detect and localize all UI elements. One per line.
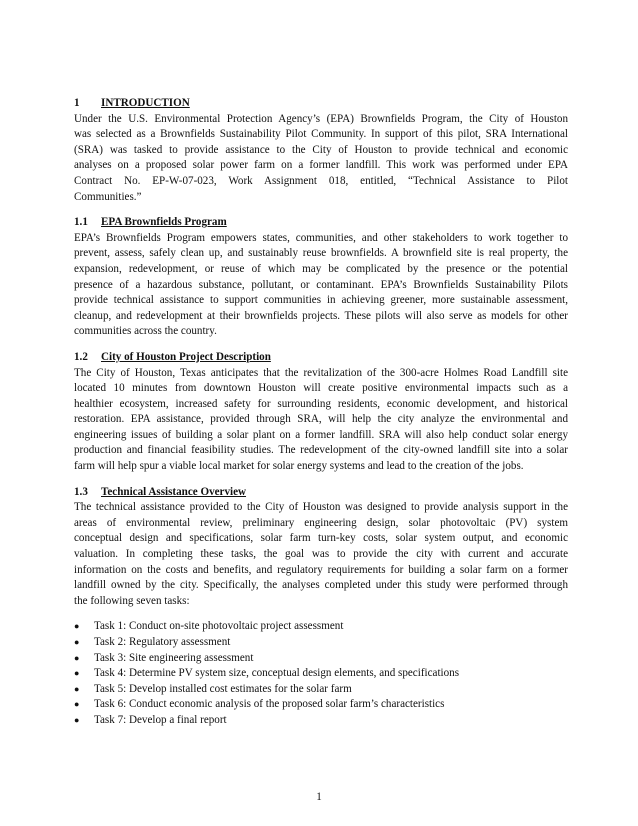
paragraph-line: conceptual design and specifications, solar farm turn-key costs, solar system output, and economic (74, 532, 568, 545)
section-heading (74, 215, 568, 231)
task-text: Task 5: Develop installed cost estimates for the solar farm (94, 682, 352, 695)
task-list-item (74, 666, 568, 682)
paragraph-line: production and financial feasibility studies. The redevelopment of the city-owned landfill site into a solar (74, 444, 568, 457)
task-text: Task 2: Regulatory assessment (94, 636, 231, 648)
task-text: Task 3: Site engineering assessment (94, 651, 254, 664)
bullet-icon: ● (74, 668, 80, 679)
section-paragraph (74, 231, 568, 340)
paragraph-line: The City of Houston, Texas anticipates that the revitalization of the 300-acre Holmes Road Landfill site (74, 366, 568, 379)
section-paragraph (74, 112, 568, 206)
paragraph-line: Communities.” (74, 190, 142, 203)
paragraph-line: prevent, assess, safely clean up, and sustainably reuse brownfields. A brownfield site is real property, the (74, 247, 568, 260)
bullet-icon: ● (74, 699, 80, 710)
paragraph-line: the following seven tasks: (74, 594, 190, 607)
paragraph-line: cleanup, and redevelopment at their brownfields projects. These pilots will also serve as models for other (74, 309, 568, 322)
bullet-icon: ● (74, 714, 80, 725)
paragraph-line: presence of a hazardous substance, pollutant, or contaminant. EPA’s Brownfields Sustainability Pilots (74, 278, 568, 291)
section-paragraph (74, 500, 568, 609)
task-list-item (74, 682, 568, 698)
paragraph-line: EPA’s Brownfields Program empowers states, communities, and other stakeholders to work together to (74, 231, 568, 244)
task-list-item (74, 713, 568, 729)
section-title: INTRODUCTION (101, 97, 190, 109)
paragraph-line: expansion, redevelopment, or reuse of which may be complicated by the presence or the potential (74, 262, 568, 275)
section-title: City of Houston Project Description (101, 350, 271, 363)
section-technical-assistance-overview (74, 485, 568, 610)
task-list-item (74, 651, 568, 667)
bullet-icon: ● (74, 621, 80, 632)
paragraph-line: located 10 minutes from downtown Houston will create positive environmental impacts such as a (74, 382, 568, 395)
section-number: 1.1 (74, 216, 88, 229)
section-number: 1.3 (74, 485, 88, 498)
paragraph-line: restoration. EPA assistance, provided through SRA, will help the city analyze the environmental and (74, 413, 568, 426)
bullet-icon: ● (74, 652, 80, 663)
paragraph-line: areas of environmental review, preliminary engineering design, solar photovoltaic (PV) system (74, 516, 568, 529)
paragraph-line: was selected as a Brownfields Sustainability Pilot Community. In support of this pilot, SRA International (74, 128, 568, 141)
bullet-icon: ● (74, 637, 80, 647)
section-heading (74, 485, 568, 501)
task-list (74, 619, 568, 728)
task-text: Task 7: Develop a final report (94, 713, 227, 726)
paragraph-line: analyses on a proposed solar power farm on a former landfill. This work was performed under EPA (74, 159, 568, 172)
section-title: Technical Assistance Overview (101, 485, 247, 498)
task-text: Task 4: Determine PV system size, conceptual design elements, and specifications (94, 667, 460, 680)
task-list-item (74, 697, 568, 713)
document-page (74, 96, 568, 729)
section-heading (74, 350, 568, 366)
task-list-item (74, 619, 568, 635)
paragraph-line: Contract No. EP-W-07-023, Work Assignment 018, entitled, “Technical Assistance to Pilot (74, 174, 568, 187)
task-list-item (74, 635, 568, 651)
section-paragraph (74, 366, 568, 475)
section-number: 1 (74, 97, 80, 109)
section-epa-brownfields-program (74, 215, 568, 340)
task-text: Task 6: Conduct economic analysis of the proposed solar farm’s characteristics (94, 698, 445, 711)
paragraph-line: information on the costs and benefits, and regulatory requirements for building a solar farm on a former (74, 563, 568, 576)
paragraph-line: healthier ecosystem, increased safety for surrounding residents, economic development, and historical (74, 397, 568, 410)
section-title: EPA Brownfields Program (101, 216, 227, 229)
paragraph-line: The technical assistance provided to the City of Houston was designed to provide analysis support in the (74, 501, 568, 514)
paragraph-line: communities across the country. (74, 325, 217, 338)
section-project-description (74, 350, 568, 475)
paragraph-line: valuation. In completing these tasks, the goal was to provide the city with current and accurate (74, 548, 568, 561)
paragraph-line: (SRA) was tasked to provide assistance to the City of Houston to provide technical and economic (74, 143, 568, 156)
paragraph-line: landfill owned by the city. Specifically, the analyses completed under this study were performed through (74, 579, 568, 592)
paragraph-line: provide technical assistance to support communities in achieving greener, more sustainable assessment, (74, 294, 568, 307)
bullet-icon: ● (74, 683, 80, 694)
paragraph-line: Under the U.S. Environmental Protection Agency’s (EPA) Brownfields Program, the City of Houston (74, 112, 568, 125)
task-text: Task 1: Conduct on-site photovoltaic project assessment (94, 620, 344, 633)
paragraph-line: engineering issues of building a solar plant on a former landfill. SRA will also help conduct solar energy (74, 428, 568, 441)
paragraph-line: farm will help spur a viable local market for solar energy systems and lead to the creation of the jobs. (74, 460, 524, 473)
page-number: 1 (316, 791, 322, 803)
section-heading (74, 96, 568, 112)
section-number: 1.2 (74, 350, 88, 363)
section-introduction (74, 96, 568, 205)
